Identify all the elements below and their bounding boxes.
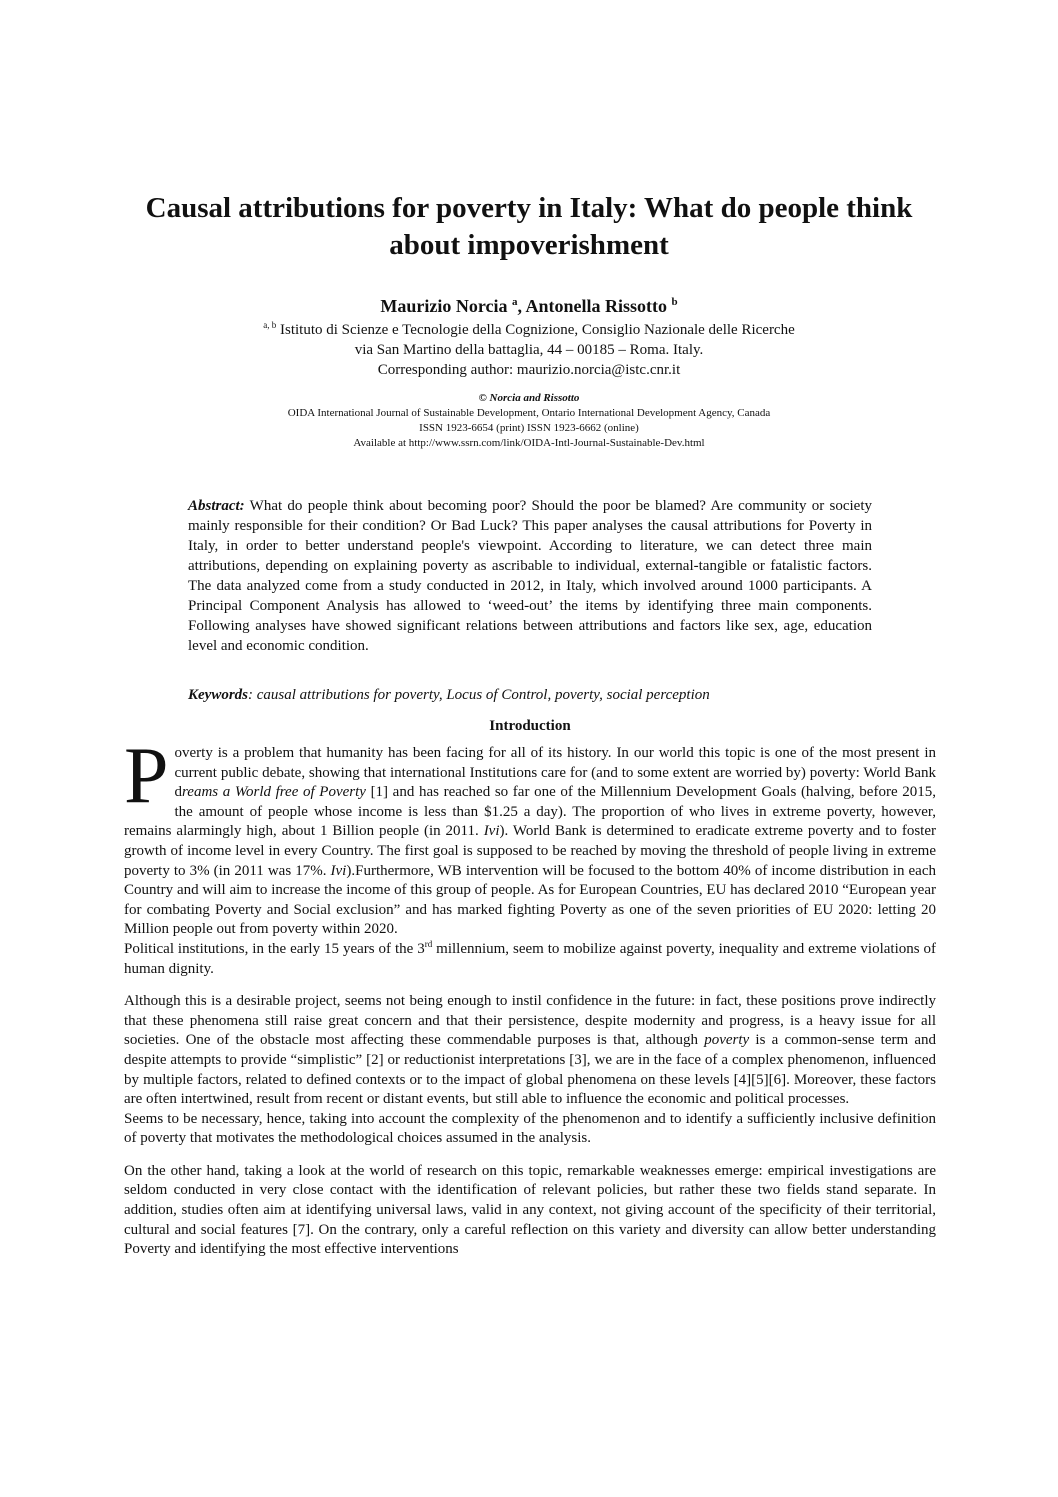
journal-line: OIDA International Journal of Sustainable Development, Ontario International Development Agency, Canada	[287, 407, 771, 419]
abstract-text: What do people think about becoming poor? Should the poor be blamed? Are community or society mainly responsible for their condition? Or Bad Luck? This paper analyses the causal attributions for Poverty in Italy, in order to better understand people's viewpoint. According to literature, we can detect three main attributions, depending on explaining poverty as ascribable to individual, external-tangible or fatalistic factors. The data analyzed come from a study conducted in 2012, in Italy, which involved around 1000 participants. A Principal Component Analysis has allowed to ‘weed-out’ the items by identifying three main components. Following analyses have showed significant relations between attributions and factors like sex, age, education level and economic condition.	[188, 498, 872, 654]
corresponding-author: Corresponding author: maurizio.norcia@istc.cnr.it	[377, 362, 681, 378]
section-heading-introduction: Introduction	[489, 718, 571, 734]
paragraph: Seems to be necessary, hence, taking into account the complexity of the phenomenon and to identify a sufficiently inclusive definition of poverty that motivates the methodological choices assumed in the analysis.	[124, 1110, 936, 1147]
copyright-line: © Norcia and Rissotto	[478, 392, 580, 404]
keywords	[188, 685, 872, 705]
drop-cap: P	[124, 732, 169, 820]
keywords-text: : causal attributions for poverty, Locus of Control, poverty, social perception	[248, 687, 710, 703]
introduction-body	[124, 732, 937, 1260]
availability-line: Available at http://www.ssrn.com/link/OIDA-Intl-Journal-Sustainable-Dev.html	[353, 437, 705, 449]
affiliation-line: $^{a, b}$ Istituto di Scienze e Tecnologie della Cognizione, Consiglio Nazionale delle Ricerche	[263, 320, 795, 338]
affiliation-mark: a, b	[263, 320, 277, 330]
paragraph: Poverty is a problem that humanity has been facing for all of its history. In our world this topic is one of the most present in current public debate, showing that international Institutions care for (and to some extent are worried by) poverty: World Bank dreams a World free of Poverty [1] and has reached so far one of the Millennium Development Goals (halving, before 2015, the amount of people whose income is less than $1.25 a day). The proportion of who lives in extreme poverty, however, remains alarmingly high, about 1 Billion people (in 2011. Ivi). World Bank is determined to eradicate extreme poverty and to foster growth of income level in every Country. The first goal is supposed to be reached by moving the threshold of people living in extreme poverty to 3% (in 2011 was 17%. Ivi).Furthermore, WB intervention will be focused to the bottom 40% of income distribution in each Country and will aim to increase the income of this group of people. As for European Countries, EU has declared 2010 “European year for combating Poverty and Social exclusion” and has marked fighting Poverty as one of the seven priorities of EU 2020: letting 20 Million people out from poverty within 2020.	[124, 732, 936, 938]
paragraph: Although this is a desirable project, seems not being enough to instil confidence in the future: in fact, these positions prove indirectly that these phenomena still raise great concern and that their persistence, despite modernity and progress, is a heavy issue for all societies. One of the obstacle most affecting these commendable purposes is that, although poverty is a common-sense term and despite attempts to provide “simplistic” [2] or reductionist interpretations [3], we are in the face of a complex phenomenon, influenced by multiple factors, related to defined contexts or to the impact of global phenomena on these levels [4][5][6]. Moreover, these factors are often intertwined, result from recent or distant events, but still able to influence the economic and political processes.	[124, 993, 937, 1108]
abstract-label: Abstract:	[188, 498, 245, 514]
paragraph: On the other hand, taking a look at the world of research on this topic, remarkable weaknesses emerge: empirical investigations are seldom conducted in very close contact with the identification of relevant policies, but rather these two fields stand separate. In addition, studies often aim at identifying universal laws, valid in any context, not giving account of the specificity of their territorial, cultural and social features [7]. On the contrary, only a careful reflection on this variety and diversity can allow better understanding Poverty and identifying the most effective interventions	[124, 1162, 936, 1258]
abstract	[188, 496, 872, 656]
affiliation-address: via San Martino della battaglia, 44 – 00185 – Roma. Italy.	[354, 342, 704, 358]
publication-info	[130, 391, 928, 451]
author-name: Maurizio Norcia	[380, 296, 508, 316]
paper-title: Causal attributions for poverty in Italy: What do people think about impoverishment	[145, 192, 913, 261]
issn-line: ISSN 1923-6654 (print) ISSN 1923-6662 (online)	[419, 422, 639, 434]
author-name: Antonella Rissotto	[525, 296, 668, 316]
author-line	[130, 294, 928, 318]
affiliation-block	[130, 320, 928, 380]
paragraph: Political institutions, in the early 15 years of the 3rd millennium, seem to mobilize against poverty, inequality and extreme violations of human dignity.	[124, 938, 936, 977]
author-affil-mark: a	[511, 296, 518, 308]
author-affil-mark: b	[671, 296, 678, 308]
keywords-label: Keywords	[188, 687, 248, 703]
author-separator: ,	[517, 296, 526, 316]
